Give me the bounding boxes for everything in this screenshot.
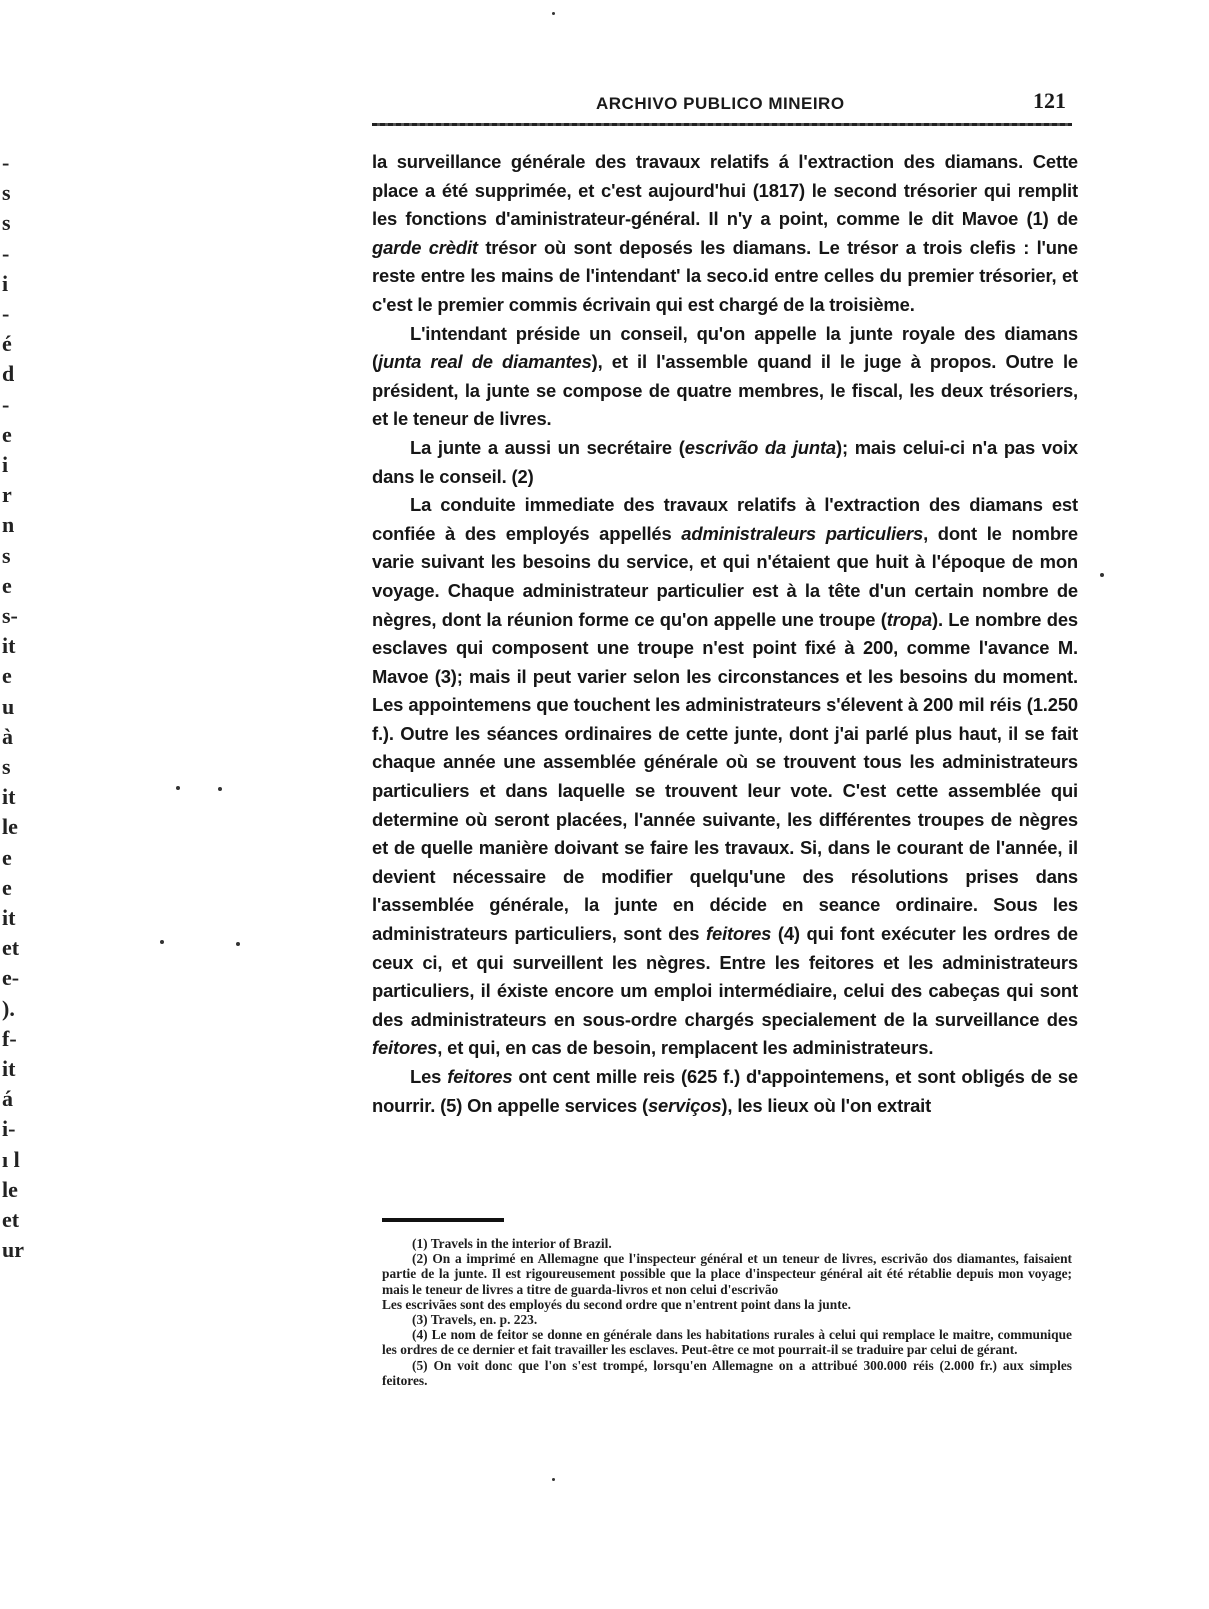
text-run: La junte a aussi un secrétaire ( (410, 436, 685, 458)
bleed-fragment: u (2, 693, 15, 719)
footnote-3: (3) Travels, en. p. 223. (412, 1312, 538, 1328)
italic-term: feitores (447, 1066, 513, 1087)
bleed-fragment: f- (2, 1025, 17, 1051)
bleed-fragment: e (2, 421, 12, 447)
bleed-fragment: e (2, 844, 12, 870)
paragraph (372, 320, 1078, 434)
bleed-fragment: s (2, 210, 11, 236)
page-header (372, 88, 1072, 122)
text-run: ); mais celui-ci n'a pas voix dans le conseil. (2) (372, 436, 1079, 487)
paragraph (372, 148, 1078, 320)
footnotes (382, 1236, 1072, 1388)
italic-term: administraleurs particuliers (681, 522, 924, 544)
italic-term: escrivão da junta (684, 436, 837, 458)
text-run: ont cent mille reis (625 f.) d'appointemens, et sont obligés de se nourrir. (5) On appelle services ( (372, 1066, 1078, 1116)
bleed-fragment: it (2, 905, 16, 930)
footnote-2-continued: Les escrivães sont des employés du second ordre que n'entrent point dans la junte. (382, 1296, 851, 1312)
bleed-fragment: n (2, 512, 15, 538)
footnote-4: (4) Le nom de feitor se donne en générale dans les habitations rurales à celui qui remplace le maitre, communique les ordres de ce dernier et fait travailler les esclaves. Peut-être ce mot pourrait-il se traduire par celui de gérant. (382, 1327, 1072, 1358)
footnote-1: (1) Travels in the interior of Brazil. (412, 1236, 612, 1251)
bleed-fragment: r (2, 482, 12, 508)
text-run: La conduite immediate des travaux relatifs à l'extraction des diamans est confiée à des employés appellés (372, 494, 1078, 544)
bleed-fragment: ur (2, 1237, 24, 1263)
bleed-fragment: e (2, 572, 12, 598)
bleed-fragment: d (2, 361, 15, 387)
header-rule (372, 123, 1072, 126)
bleed-fragment: et (2, 1207, 20, 1232)
paragraph (372, 491, 1078, 1063)
bleed-fragment: i (2, 270, 9, 296)
bleed-fragment: s- (2, 603, 18, 628)
bleed-fragment: it (2, 633, 16, 659)
bleed-fragment: - (2, 240, 10, 266)
text-run: la surveillance générale des travaux relatifs á l'extraction des diamans. Cette place a été supprimée, et c'est aujourd'hui (1817) le second trésorier qui remplit les fonctions d'aministrateur-général. Il n'y a point, comme le dit Mavoe (1) de (372, 151, 1078, 230)
bleed-fragment: i (2, 452, 9, 477)
italic-term: feitores (706, 923, 772, 945)
facing-page-bleed (0, 0, 40, 1609)
bleed-fragment: - (2, 150, 10, 175)
footnote-2: (2) On a imprimé en Allemagne que l'inspecteur général et un teneur de livres, escrivão dos diamantes, faisaient partie de la junte. Il est rigoureusement possible que la place d'inspecteur général ait été rétablie depuis mon voyage; mais le teneur de livres a titre de guarda-livros et non celui d'escrivão (382, 1251, 1072, 1297)
footnote-rule (382, 1218, 504, 1222)
text-run: Les (410, 1066, 448, 1087)
italic-term: serviços (647, 1094, 722, 1116)
footnote-5: (5) On voit donc que l'on s'est trompé, lorsqu'en Allemagne on a attribué 300.000 réis (2.000 fr.) aux simples feitores. (382, 1357, 1072, 1388)
bleed-fragment: à (2, 723, 13, 749)
bleed-fragment: it (2, 784, 16, 810)
bleed-fragment: le (2, 1176, 18, 1202)
text-run: L'intendant préside un conseil, qu'on appelle la junte royale des diamans ( (372, 322, 1078, 373)
bleed-fragment: e (2, 874, 12, 900)
bleed-fragment: i- (2, 1116, 16, 1142)
text-run: , et qui, en cas de besoin, remplacent les administrateurs. (437, 1037, 934, 1059)
text-run: ), et il l'assemble quand il le juge à propos. Outre le président, la junte se compose de quatre membres, le fiscal, les deux trésoriers, et le teneur de livres. (372, 351, 1078, 430)
italic-term: junta real de diamantes (377, 351, 592, 373)
main-text (372, 148, 1078, 1120)
bleed-fragment: e (2, 663, 12, 689)
italic-term: tropa (886, 608, 932, 630)
text-run: , dont le nombre varie suivant les besoins du service, et qui n'étaient que huit à l'époque de mon voyage. Chaque administrateur particulier est à la tête d'un certain nombre de nègres, dont la réunion forme ce qu'on appelle une troupe ( (372, 522, 1078, 630)
text-run: ), les lieux où l'on extrait (721, 1094, 932, 1116)
italic-term: garde crèdit (372, 236, 478, 258)
text-run: ). Le nombre des esclaves qui composent une troupe n'est point fixé à 200, comme l'avance M. Mavoe (3); mais il peut varier selon les circonstances et les besoins du moment. Les appointemens que touchent les administrateurs s'élevent à 200 mil réis (1.250 f.). Outre les séances ordinaires de cette junte, dont j'ai parlé plus haut, il se fait chaque année une assemblée générale où se trouvent tous les administrateurs particuliers et dans laquelle se trouvent leur vote. C'est cette assemblée qui determine où seront placées, l'année suivante, les différentes troupes de nègres et de quelle manière doivant se faire les travaux. Si, dans le courant de l'année, il devient nécessaire de modifier quelqu'une des résolutions prises dans l'assemblée générale, la junte en décide en seance ordinaire. Sous les administrateurs particuliers, sont des (372, 608, 1078, 945)
bleed-fragment: et (2, 935, 20, 961)
italic-term: feitores (372, 1037, 438, 1059)
text-run: trésor où sont deposés les diamans. Le trésor a trois clefis : l'une reste entre les mains de l'intendant' la seco.id entre celles du premier trésorier, et c'est le premier commis écrivain qui est chargé de la troisième. (372, 236, 1078, 315)
bleed-fragment: s (2, 180, 11, 206)
text-run: (4) qui font exécuter les ordres de ceux ci, et qui surveillent les nègres. Entre les feitores et les administrateurs particuliers, il éxiste encore um emploi intermédiaire, celui des cabeças qui sont des administrateurs en sous-ordre chargés specialement de la surveillance des (372, 923, 1078, 1030)
bleed-fragment: e- (2, 965, 20, 991)
running-title: ARCHIVO PUBLICO MINEIRO (596, 94, 845, 113)
bleed-fragment: s (2, 542, 11, 568)
paragraph (372, 1063, 1078, 1120)
bleed-fragment: s (2, 754, 11, 779)
bleed-fragment: á (2, 1086, 13, 1112)
bleed-fragment: it (2, 1056, 16, 1081)
page-number: 121 (1033, 88, 1066, 113)
bleed-fragment: le (2, 814, 18, 840)
bleed-fragment: ı l (2, 1146, 20, 1172)
paragraph (372, 434, 1078, 491)
bleed-fragment: - (2, 301, 10, 326)
bleed-fragment: - (2, 391, 10, 417)
bleed-fragment: ). (2, 995, 15, 1021)
bleed-fragment: é (2, 331, 12, 357)
